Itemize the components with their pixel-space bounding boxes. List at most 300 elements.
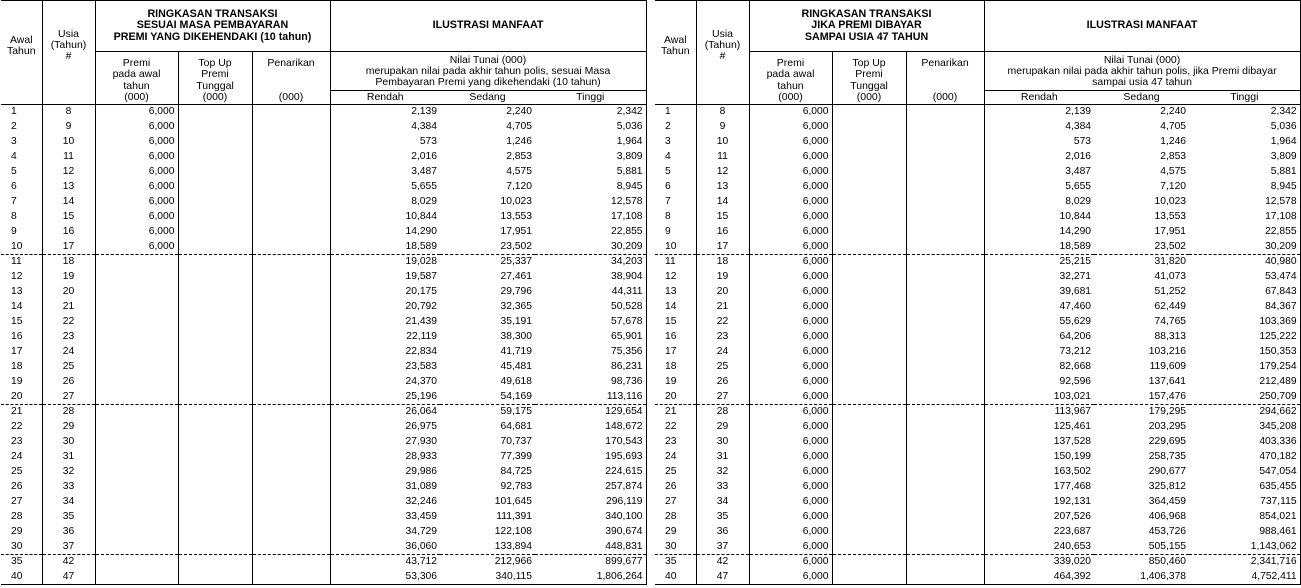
table-row [1,255,646,270]
cell-tinggi: 84,367 [1265,301,1297,312]
cell-sedang: 505,155 [1094,540,1189,555]
cell-penarikan [906,300,984,315]
cell-sedang: 2,240 [506,106,532,118]
cell-penarikan [252,570,330,585]
cell-tinggi: 12,578 [1265,196,1297,207]
cell-rendah: 53,306 [330,570,440,585]
table-row [1,195,646,210]
cell-top-up [178,360,252,375]
cell-penarikan [906,465,984,480]
cell-top-up [832,105,906,120]
cell-top-up [178,465,252,480]
cell-rendah: 4,384 [330,120,440,135]
table-row [655,315,1300,330]
cell-usia: 31 [42,450,95,465]
cell-penarikan [906,510,984,525]
cell-penarikan [906,195,984,210]
cell-tinggi: 67,843 [1265,286,1297,297]
cell-top-up [832,300,906,315]
table-row [1,540,646,555]
cell-awal-tahun: 29 [11,526,23,537]
cell-awal-tahun: 24 [11,451,23,462]
cell-top-up [832,270,906,285]
cell-tinggi: 224,615 [605,466,643,477]
cell-tinggi: 125,222 [1259,331,1297,342]
cell-usia: 12 [696,165,749,180]
cell-usia: 21 [42,300,95,315]
cell-premi: 6,000 [749,435,832,450]
cell-penarikan [906,240,984,255]
table-row [655,270,1300,285]
cell-sedang: 35,191 [500,316,532,327]
cell-top-up [178,480,252,495]
cell-rendah: 26,064 [330,405,440,420]
cell-top-up [832,165,906,180]
table-row [1,165,646,180]
cell-usia: 14 [696,195,749,210]
cell-top-up [178,210,252,225]
cell-top-up [178,120,252,135]
cell-penarikan [906,105,984,120]
cell-usia: 26 [696,375,749,390]
cell-rendah: 4,384 [984,120,1094,135]
cell-awal-tahun: 7 [11,196,17,207]
cell-sedang: 1,246 [506,136,532,147]
cell-sedang: 258,735 [1148,451,1187,462]
cell-awal-tahun: 13 [665,286,677,297]
cell-top-up [832,390,906,405]
cell-top-up [178,435,252,450]
cell-usia: 37 [696,540,749,555]
cell-premi: 6,000 [749,495,832,510]
cell-usia: 17 [42,240,95,255]
cell-penarikan [906,165,984,180]
cell-top-up [178,150,252,165]
cell-sedang: 4,575 [1160,166,1187,177]
cell-premi [95,495,178,510]
cell-sedang: 10,023 [500,196,532,207]
table-row [655,450,1300,465]
cell-sedang: 1,246 [1160,136,1187,147]
cell-sedang: 2,853 [506,151,532,162]
cell-sedang: 32,365 [500,301,532,312]
cell-sedang: 7,120 [1160,181,1187,192]
cell-rendah: 29,986 [330,465,440,480]
cell-rendah: 137,528 [984,435,1094,450]
cell-sedang: 1,406,378 [1094,570,1189,585]
cell-penarikan [252,270,330,285]
cell-penarikan [906,420,984,435]
cell-rendah: 27,930 [330,435,440,450]
cell-rendah: 32,271 [984,270,1094,285]
cell-top-up [832,480,906,495]
cell-rendah: 3,487 [984,165,1094,180]
cell-tinggi: 1,964 [616,136,643,147]
table-row [1,450,646,465]
cell-penarikan [252,105,330,120]
cell-premi: 6,000 [95,180,178,195]
table-row [655,510,1300,525]
cell-rendah: 5,655 [984,180,1094,195]
cell-awal-tahun: 35 [665,556,677,568]
cell-rendah: 192,131 [984,495,1094,510]
cell-penarikan [252,345,330,360]
cell-usia: 37 [42,540,95,555]
cell-top-up [832,180,906,195]
cell-penarikan [906,135,984,150]
table-row [655,225,1300,240]
table-row [655,435,1300,450]
cell-premi: 6,000 [749,255,832,270]
cell-sedang: 103,216 [1148,346,1187,357]
cell-top-up [178,495,252,510]
cell-tinggi: 53,474 [1265,271,1297,282]
header-premi: Premi pada awal tahun (000) [749,52,832,105]
cell-top-up [832,225,906,240]
cell-awal-tahun: 10 [655,240,696,255]
cell-premi: 6,000 [749,285,832,300]
cell-tinggi: 296,119 [606,496,643,507]
cell-premi [95,330,178,345]
cell-tinggi: 390,674 [605,526,643,537]
cell-premi: 6,000 [749,465,832,480]
header-ilustrasi-manfaat: ILUSTRASI MANFAAT [330,1,646,52]
cell-awal-tahun: 21 [11,406,23,418]
cell-sedang: 74,765 [1154,316,1187,327]
cell-usia: 32 [696,465,749,480]
cell-awal-tahun: 18 [11,361,23,372]
cell-awal-tahun: 11 [665,256,676,268]
table-row [1,240,646,255]
cell-premi [95,300,178,315]
cell-awal-tahun: 15 [665,316,677,327]
cell-premi: 6,000 [749,240,832,255]
cell-sedang: 64,681 [500,421,532,432]
cell-tinggi: 5,036 [616,121,643,132]
cell-awal-tahun: 18 [665,361,677,372]
cell-rendah: 19,028 [330,255,440,270]
cell-sedang: 2,240 [1160,106,1187,118]
cell-tinggi: 150,353 [1259,346,1297,357]
cell-tinggi: 403,336 [1259,436,1297,447]
cell-rendah: 2,016 [330,150,440,165]
cell-sedang: 137,641 [1148,376,1187,387]
cell-top-up [178,105,252,120]
table-row [655,360,1300,375]
cell-tinggi: 34,203 [611,256,643,268]
benefit-illustration-table [655,0,1301,585]
cell-rendah: 103,021 [984,390,1094,405]
cell-rendah: 573 [984,135,1094,150]
table-row [1,150,646,165]
cell-penarikan [252,120,330,135]
cell-tinggi: 30,209 [535,240,646,255]
cell-usia: 25 [42,360,95,375]
cell-premi [95,390,178,405]
cell-awal-tahun: 27 [665,496,677,507]
header-awal-tahun: Awal Tahun [6,33,36,57]
cell-premi [95,435,178,450]
cell-sedang: 23,502 [1094,240,1189,255]
cell-usia: 27 [696,390,749,405]
cell-top-up [832,150,906,165]
cell-tinggi: 103,369 [1259,316,1297,327]
cell-sedang: 41,719 [500,346,532,357]
cell-tinggi: 5,036 [1270,121,1297,132]
cell-sedang: 229,695 [1148,436,1187,447]
cell-top-up [832,120,906,135]
cell-usia: 19 [42,270,95,285]
cell-penarikan [906,120,984,135]
cell-penarikan [252,165,330,180]
header-tinggi: Tinggi [1189,91,1300,105]
table-row [655,165,1300,180]
cell-tinggi: 547,054 [1259,466,1297,477]
cell-sedang: 84,725 [500,466,532,477]
table-body [1,105,646,585]
cell-premi [95,540,178,555]
cell-awal-tahun: 14 [665,301,677,312]
cell-usia: 16 [696,225,749,240]
cell-penarikan [906,405,984,420]
cell-usia: 9 [42,120,95,135]
cell-premi: 6,000 [749,360,832,375]
cell-usia: 29 [42,420,95,435]
cell-usia: 33 [42,480,95,495]
cell-rendah: 177,468 [984,480,1094,495]
cell-penarikan [906,210,984,225]
cell-penarikan [906,180,984,195]
cell-premi: 6,000 [749,570,832,585]
cell-premi [95,285,178,300]
cell-sedang: 290,677 [1148,466,1187,477]
header-rendah: Rendah [330,91,440,105]
cell-tinggi: 22,855 [611,226,643,237]
cell-top-up [832,135,906,150]
cell-sedang: 59,175 [500,406,532,418]
cell-rendah: 207,526 [984,510,1094,525]
cell-awal-tahun: 23 [11,436,23,447]
cell-awal-tahun: 40 [1,570,42,585]
cell-sedang: 101,645 [494,496,532,507]
cell-usia: 33 [696,480,749,495]
cell-awal-tahun: 6 [665,181,671,192]
cell-top-up [178,330,252,345]
cell-tinggi: 2,342 [1270,106,1297,118]
cell-sedang: 4,705 [1160,121,1187,132]
cell-penarikan [252,480,330,495]
cell-usia: 30 [42,435,95,450]
header-premi: Premi pada awal tahun (000) [95,52,178,105]
table-row [1,510,646,525]
cell-rendah: 464,392 [984,570,1094,585]
cell-sedang: 157,476 [1094,390,1189,405]
table-row [655,555,1300,570]
cell-awal-tahun: 40 [655,570,696,585]
cell-awal-tahun: 12 [665,271,677,282]
header-top-up: Top Up Premi Tunggal (000) [832,52,906,105]
cell-tinggi: 2,342 [616,106,643,118]
header-penarikan: Penarikan (000) [252,52,330,105]
cell-tinggi: 212,489 [1259,376,1297,387]
cell-premi: 6,000 [95,150,178,165]
cell-awal-tahun: 21 [665,406,677,418]
cell-penarikan [906,360,984,375]
cell-rendah: 43,712 [330,555,440,570]
cell-premi: 6,000 [749,165,832,180]
cell-rendah: 8,029 [984,195,1094,210]
cell-awal-tahun: 19 [11,376,23,387]
cell-penarikan [906,555,984,570]
cell-awal-tahun: 16 [665,331,677,342]
cell-sedang: 41,073 [1154,271,1187,282]
cell-tinggi: 86,231 [611,361,643,372]
cell-premi: 6,000 [749,450,832,465]
header-nilai-tunai: Nilai Tunai (000) merupakan nilai pada akhir tahun polis, jika Premi dibayar sampai usia 47 tahun [984,52,1300,91]
cell-usia: 8 [696,105,749,120]
header-tinggi: Tinggi [535,91,646,105]
cell-tinggi: 57,678 [611,316,643,327]
header-sedang: Sedang [440,91,535,105]
cell-penarikan [906,255,984,270]
cell-top-up [832,360,906,375]
cell-rendah: 32,246 [330,495,440,510]
cell-penarikan [906,270,984,285]
cell-top-up [832,240,906,255]
cell-tinggi: 44,311 [611,286,643,297]
cell-penarikan [252,315,330,330]
cell-penarikan [906,495,984,510]
cell-top-up [178,420,252,435]
table-row [655,210,1300,225]
cell-tinggi: 345,208 [1259,421,1297,432]
cell-tinggi: 1,806,264 [535,570,646,585]
cell-tinggi: 75,356 [611,346,643,357]
cell-sedang: 119,609 [1149,361,1187,372]
cell-usia: 24 [42,345,95,360]
cell-top-up [178,510,252,525]
cell-premi: 6,000 [95,135,178,150]
header-ringkasan-transaksi: RINGKASAN TRANSAKSI SESUAI MASA PEMBAYARAN PREMI YANG DIKEHENDAKI (10 tahun) [95,1,330,52]
header-ilustrasi-manfaat: ILUSTRASI MANFAAT [984,1,1300,52]
cell-sedang: 340,115 [440,570,535,585]
cell-premi: 6,000 [749,390,832,405]
cell-rendah: 47,460 [984,300,1094,315]
cell-penarikan [906,570,984,585]
cell-usia: 36 [42,525,95,540]
cell-rendah: 26,975 [330,420,440,435]
cell-tinggi: 12,578 [611,196,643,207]
table-row [655,180,1300,195]
cell-top-up [178,195,252,210]
cell-penarikan [252,210,330,225]
cell-penarikan [252,285,330,300]
cell-awal-tahun: 35 [11,556,23,568]
cell-penarikan [252,330,330,345]
cell-rendah: 55,629 [984,315,1094,330]
cell-usia: 29 [696,420,749,435]
cell-penarikan [252,390,330,405]
cell-top-up [832,255,906,270]
cell-top-up [832,510,906,525]
cell-top-up [178,390,252,405]
cell-top-up [178,300,252,315]
table-row [1,135,646,150]
cell-premi: 6,000 [95,195,178,210]
cell-awal-tahun: 20 [655,390,696,405]
cell-rendah: 23,583 [330,360,440,375]
cell-premi [95,420,178,435]
cell-usia: 32 [42,465,95,480]
cell-tinggi: 40,980 [1265,256,1297,268]
cell-premi: 6,000 [749,225,832,240]
cell-awal-tahun: 19 [665,376,677,387]
table-row [1,570,646,585]
cell-rendah: 19,587 [330,270,440,285]
cell-premi: 6,000 [749,480,832,495]
cell-usia: 27 [42,390,95,405]
cell-rendah: 82,668 [984,360,1094,375]
cell-usia: 19 [696,270,749,285]
cell-awal-tahun: 29 [665,526,677,537]
cell-premi [95,255,178,270]
cell-usia: 10 [696,135,749,150]
cell-rendah: 2,016 [984,150,1094,165]
cell-awal-tahun: 5 [11,166,17,177]
table-row [655,390,1300,405]
cell-top-up [832,405,906,420]
cell-awal-tahun: 28 [665,511,677,522]
table-row [655,570,1300,585]
cell-tinggi: 294,662 [1259,406,1297,418]
cell-awal-tahun: 8 [11,211,17,222]
cell-sedang: 133,894 [440,540,535,555]
cell-usia: 23 [42,330,95,345]
cell-top-up [832,540,906,555]
cell-awal-tahun: 11 [11,256,22,268]
cell-top-up [832,375,906,390]
cell-penarikan [906,225,984,240]
cell-top-up [178,345,252,360]
cell-penarikan [906,525,984,540]
cell-tinggi: 17,108 [611,211,643,222]
right-benefit-table-panel [655,0,1300,588]
cell-awal-tahun: 28 [11,511,23,522]
cell-penarikan [252,375,330,390]
cell-tinggi: 250,709 [1189,390,1300,405]
cell-top-up [178,555,252,570]
cell-usia: 22 [42,315,95,330]
cell-rendah: 24,370 [330,375,440,390]
cell-usia: 47 [42,570,95,585]
cell-usia: 16 [42,225,95,240]
cell-tinggi: 3,809 [1270,151,1297,162]
cell-sedang: 122,108 [494,526,532,537]
cell-usia: 28 [696,405,749,420]
cell-rendah: 28,933 [330,450,440,465]
cell-top-up [178,225,252,240]
cell-rendah: 31,089 [330,480,440,495]
cell-premi: 6,000 [749,420,832,435]
cell-rendah: 2,139 [984,105,1094,120]
cell-penarikan [252,435,330,450]
cell-rendah: 10,844 [984,210,1094,225]
header-usia: Usia (Tahun) # [42,1,95,91]
cell-tinggi: 737,115 [1260,496,1297,507]
cell-sedang: 406,968 [1148,511,1187,522]
cell-awal-tahun: 4 [665,151,671,162]
cell-usia: 20 [42,285,95,300]
